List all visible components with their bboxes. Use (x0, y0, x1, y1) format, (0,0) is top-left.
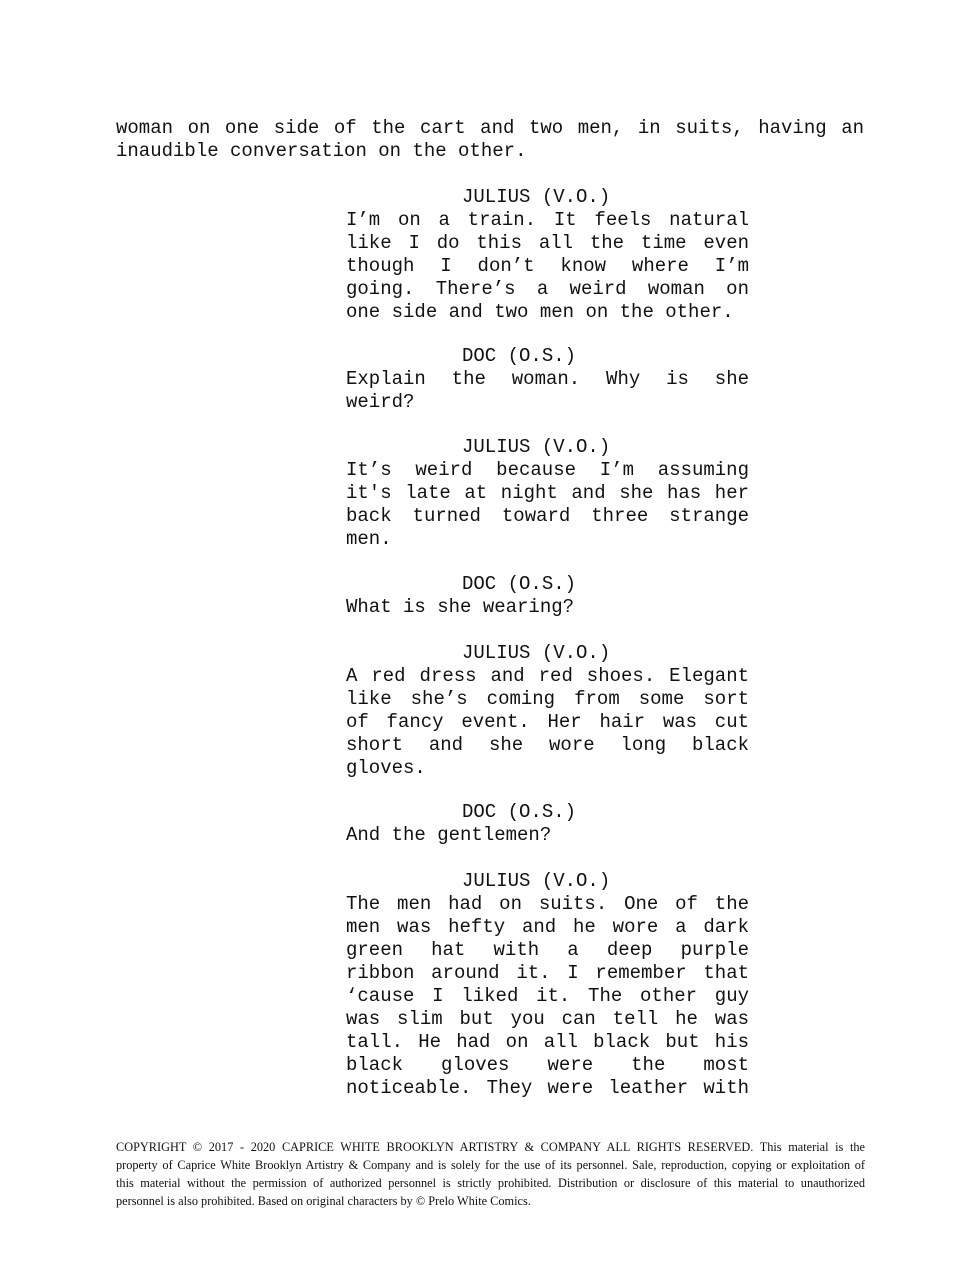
character-cue: DOC (O.S.) (462, 801, 577, 823)
character-cue: JULIUS (V.O.) (462, 436, 611, 458)
dialogue-line: Explain the woman. Why is she (346, 368, 749, 390)
dialogue-line: like she’s coming from some sort (346, 688, 749, 710)
copyright-footer (116, 1138, 865, 1210)
copyright-line: this material without the permission of authorized personnel is strictly prohibited. Distribution or disclosure of this material to unauthorized (116, 1176, 865, 1190)
dialogue-line: ribbon around it. I remember that (346, 962, 749, 984)
copyright-line: property of Caprice White Brooklyn Artistry & Company and is solely for the use of its personnel. Sale, reproduction, copying or exploitation of (116, 1158, 865, 1172)
dialogue-line: weird? (346, 391, 415, 413)
dialogue-line: men. (346, 528, 392, 550)
dialogue-line: like I do this all the time even (346, 232, 749, 254)
dialogue-line: though I don’t know where I’m (346, 255, 749, 277)
dialogue-line: black gloves were the most (346, 1054, 749, 1076)
dialogue-line: green hat with a deep purple (346, 939, 749, 961)
action-paragraph (116, 117, 864, 163)
dialogue-block (346, 801, 749, 847)
dialogue-block (346, 436, 749, 551)
dialogue-line: tall. He had on all black but his (346, 1031, 749, 1053)
character-cue: JULIUS (V.O.) (462, 870, 611, 892)
dialogue-line: noticeable. They were leather with (346, 1077, 749, 1099)
dialogue-line: going. There’s a weird woman on (346, 278, 749, 300)
dialogue-line: It’s weird because I’m assuming (346, 459, 749, 481)
dialogue-line: A red dress and red shoes. Elegant (346, 665, 749, 687)
dialogue-line: one side and two men on the other. (346, 301, 734, 323)
dialogue-block (346, 186, 749, 324)
dialogue-line: ‘cause I liked it. The other guy (346, 985, 749, 1007)
dialogue-line: What is she wearing? (346, 596, 575, 618)
action-line: inaudible conversation on the other. (116, 140, 527, 162)
action-line: woman on one side of the cart and two men, in suits, having an (116, 117, 864, 139)
dialogue-line: back turned toward three strange (346, 505, 749, 527)
character-cue: DOC (O.S.) (462, 573, 577, 595)
copyright-line: COPYRIGHT © 2017 - 2020 CAPRICE WHITE BROOKLYN ARTISTRY & COMPANY ALL RIGHTS RESERVED. This material is the (116, 1140, 865, 1154)
copyright-line: personnel is also prohibited. Based on original characters by © Prelo White Comics. (116, 1194, 531, 1208)
dialogue-line: The men had on suits. One of the (346, 893, 749, 915)
character-cue: DOC (O.S.) (462, 345, 577, 367)
dialogue-block (346, 573, 749, 619)
dialogue-block (346, 870, 749, 1100)
dialogue-line: was slim but you can tell he was (346, 1008, 749, 1030)
character-cue: JULIUS (V.O.) (462, 186, 611, 208)
dialogue-line: short and she wore long black (346, 734, 749, 756)
dialogue-line: men was hefty and he wore a dark (346, 916, 749, 938)
dialogue-block (346, 642, 749, 780)
dialogue-line: it's late at night and she has her (346, 482, 749, 504)
dialogue-line: of fancy event. Her hair was cut (346, 711, 749, 733)
character-cue: JULIUS (V.O.) (462, 642, 611, 664)
dialogue-block (346, 345, 749, 414)
dialogue-line: gloves. (346, 757, 426, 779)
dialogue-line: I’m on a train. It feels natural (346, 209, 749, 231)
dialogue-line: And the gentlemen? (346, 824, 552, 846)
